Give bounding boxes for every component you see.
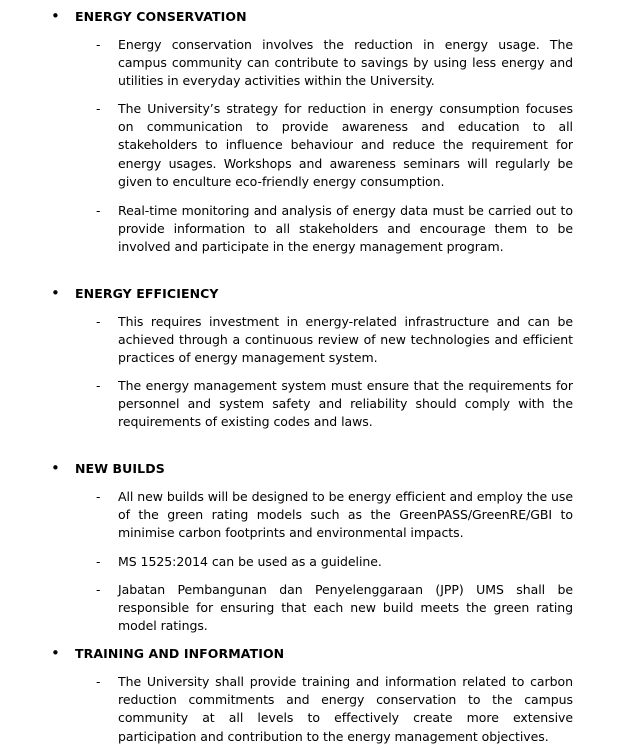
dash-icon: - [96,314,101,329]
list-item-text: MS 1525:2014 can be used as a guideline. [118,554,382,569]
list-item-text: The University shall provide training and information related to carbon reduction commitments and energy conservation to the campus community at all levels to effectively create more extensive participation and contribution to the energy management objectives. [118,674,573,744]
section-new-builds [0,459,635,634]
dash-icon: - [96,37,101,52]
section-heading-row [0,461,635,479]
dash-icon: - [96,101,101,116]
bullet-icon: • [51,284,60,302]
list-item-text: The University’s strategy for reduction in energy consumption focuses on communication to provide awareness and education to all stakeholders to influence behaviour and reduce the requirement for energy usages. Workshops and awareness seminars will regularly be given to enculture eco-friendly energy consumption. [118,101,573,189]
dash-icon: - [96,203,101,218]
bullet-icon: • [51,459,60,477]
section-heading: ENERGY CONSERVATION [75,9,247,24]
list-item-text: This requires investment in energy-related infrastructure and can be achieved through a continuous review of new technologies and efficient practices of energy management system. [118,314,573,366]
dash-icon: - [96,378,101,393]
section-energy-conservation [0,7,635,255]
section-heading-row [0,286,635,304]
list-item-text: All new builds will be designed to be energy efficient and employ the use of the green rating models such as the GreenPASS/GreenRE/GBI to minimise carbon footprints and environmental impacts. [118,489,573,541]
section-heading-row [0,646,635,664]
list-item-text: Jabatan Pembangunan dan Penyelenggaraan (JPP) UMS shall be responsible for ensuring that each new build meets the green rating model ratings. [118,582,573,634]
dash-icon: - [96,554,101,569]
section-training-and-information [0,644,635,744]
section-heading: ENERGY EFFICIENCY [75,286,219,301]
section-heading: TRAINING AND INFORMATION [75,646,285,661]
bullet-icon: • [51,644,60,662]
list-item-text: Real-time monitoring and analysis of energy data must be carried out to provide information to all stakeholders and encourage them to be involved and participate in the energy management program. [118,203,573,255]
section-energy-efficiency [0,284,635,430]
list-item-text: The energy management system must ensure that the requirements for personnel and system safety and reliability should comply with the requirements of existing codes and laws. [118,378,573,430]
dash-icon: - [96,674,101,689]
dash-icon: - [96,489,101,504]
bullet-icon: • [51,7,60,25]
section-heading: NEW BUILDS [75,461,165,476]
section-heading-row [0,9,635,27]
list-item-text: Energy conservation involves the reduction in energy usage. The campus community can contribute to savings by using less energy and utilities in everyday activities within the University. [118,37,573,89]
dash-icon: - [96,582,101,597]
